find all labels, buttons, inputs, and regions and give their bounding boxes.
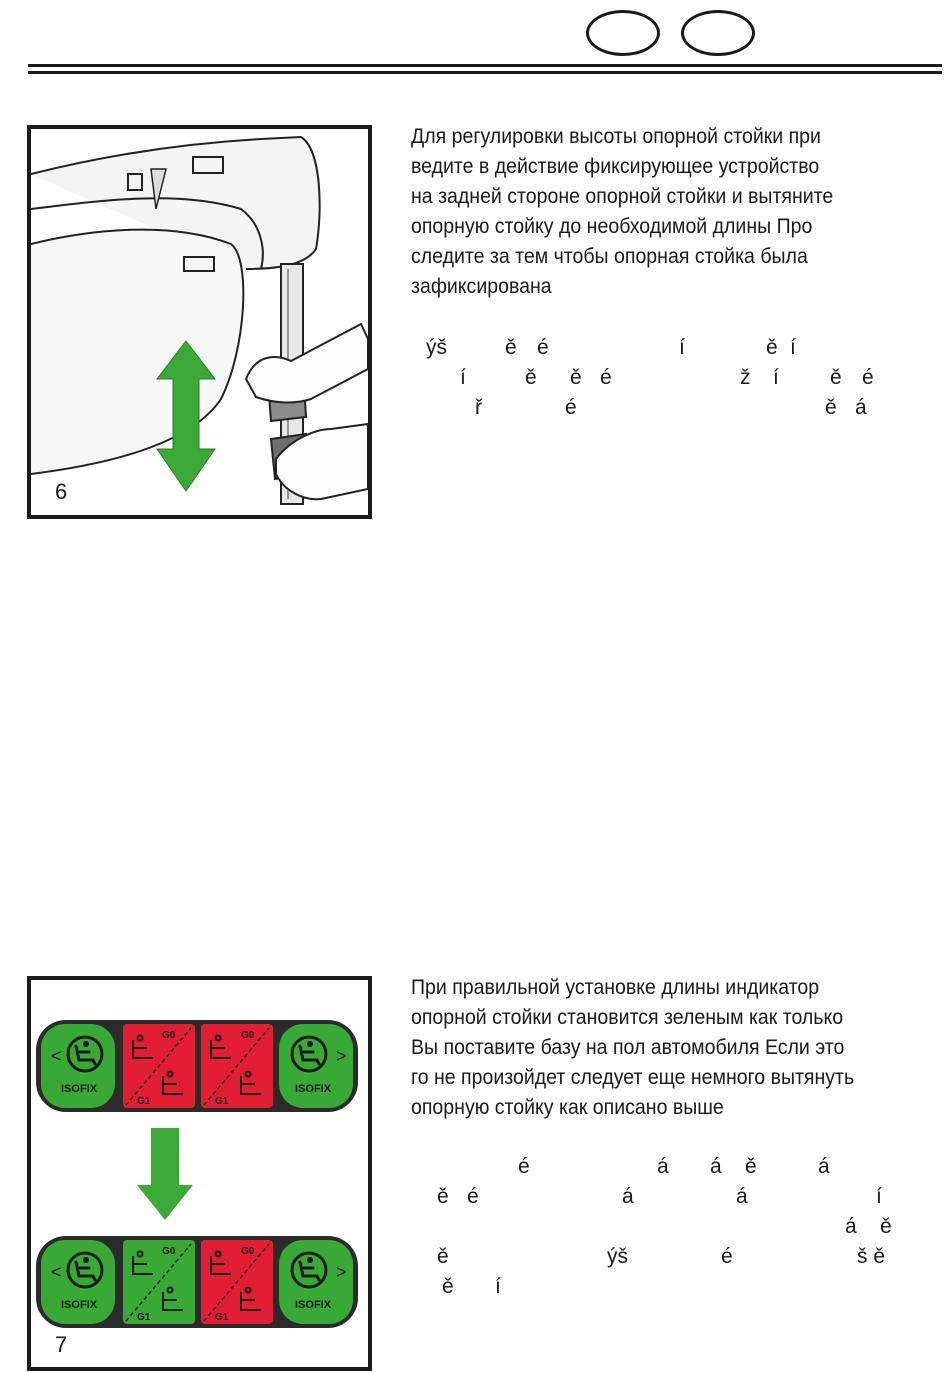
text-line: ведите в действие фиксирующее устройство — [411, 155, 820, 178]
fragment: é — [862, 366, 874, 389]
fragment: á — [845, 1215, 857, 1238]
fragment: ě — [437, 1185, 449, 1208]
fragment: í — [495, 1275, 501, 1298]
fragment: é — [467, 1185, 479, 1208]
fragment: é — [518, 1155, 530, 1178]
isofix-indicator-illustration — [31, 980, 368, 1367]
instruction-text-1 — [411, 122, 909, 302]
isofix-label-top-left: ISOFIX — [61, 1083, 98, 1095]
fragment: ř — [475, 396, 482, 419]
header-rule-bottom — [28, 71, 942, 74]
svg-text:>: > — [336, 1046, 347, 1066]
text-line: го не произойдет следует еще немного вытянуть — [411, 1066, 855, 1089]
svg-text:<: < — [51, 1046, 62, 1066]
text-line: опорную стойку до необходимой длины Про — [411, 215, 813, 238]
language-badge-2 — [681, 10, 755, 56]
text-line: опорную стойку как описано выше — [411, 1096, 724, 1119]
fragment: ýš — [607, 1245, 628, 1268]
fragment: ě — [880, 1215, 892, 1238]
text-line: на задней стороне опорной стойки и вытяните — [411, 185, 834, 208]
text-line: Для регулировки высоты опорной стойки при — [411, 125, 821, 148]
header-rule-top — [28, 64, 942, 67]
fragment: á — [710, 1155, 722, 1178]
fragment: á — [736, 1185, 748, 1208]
fragment: í — [773, 366, 779, 389]
fragment: ě — [437, 1245, 449, 1268]
indicator-panel-top — [36, 1020, 358, 1112]
fragment: ě — [442, 1275, 454, 1298]
fragment: í — [876, 1185, 882, 1208]
fragment: ě — [570, 366, 582, 389]
isofix-label-bottom-left: ISOFIX — [61, 1299, 98, 1311]
text-line: При правильной установке длины индикатор — [411, 976, 820, 999]
instruction-text-2 — [411, 973, 909, 1123]
fragment: é — [721, 1245, 733, 1268]
fragment: ě — [830, 366, 842, 389]
g0-label-top-1: G0 — [162, 1030, 176, 1041]
fragment: á — [855, 396, 867, 419]
fragment: á — [622, 1185, 634, 1208]
fragment: é — [565, 396, 577, 419]
fragment: á — [818, 1155, 830, 1178]
figure-7 — [27, 976, 372, 1371]
fragment: í — [460, 366, 466, 389]
fragment: í — [790, 336, 796, 359]
fragment: ě — [766, 336, 778, 359]
text-line: зафиксирована — [411, 275, 552, 298]
svg-text:<: < — [51, 1262, 62, 1282]
g0-label-top-2: G0 — [241, 1030, 255, 1041]
fragment: ě — [745, 1155, 757, 1178]
fragment: í — [679, 336, 685, 359]
language-badge-1 — [586, 10, 660, 56]
text-line: следите за тем чтобы опорная стойка была — [411, 245, 808, 268]
text-line: опорной стойки становится зеленым как только — [411, 1006, 844, 1029]
figure-number-7: 7 — [55, 1332, 68, 1357]
fragment: é — [600, 366, 612, 389]
fragment: á — [657, 1155, 669, 1178]
isofix-label-bottom-right: ISOFIX — [295, 1299, 332, 1311]
indicator-panel-bottom — [36, 1236, 358, 1328]
text-line: Вы поставите базу на пол автомобиля Если это — [411, 1036, 845, 1059]
fragment: é — [537, 336, 549, 359]
fragment: š ě — [857, 1245, 886, 1268]
g0-label-bottom-2: G0 — [241, 1246, 255, 1257]
g1-label-bottom-2: G1 — [215, 1312, 229, 1323]
g1-label-bottom-1: G1 — [137, 1312, 151, 1323]
g0-label-bottom-1: G0 — [162, 1246, 176, 1257]
fragment: ě — [505, 336, 517, 359]
g1-label-top-2: G1 — [215, 1096, 229, 1107]
figure-6 — [27, 125, 372, 519]
figure-number-6: 6 — [55, 479, 68, 504]
fragment: ě — [525, 366, 537, 389]
fragment: ě — [825, 396, 837, 419]
fragment: ýš — [426, 336, 447, 359]
fragment: ž — [740, 366, 751, 389]
down-arrow-icon — [137, 1128, 193, 1220]
isofix-label-top-right: ISOFIX — [295, 1083, 332, 1095]
support-leg-illustration — [31, 129, 368, 515]
svg-text:>: > — [336, 1262, 347, 1282]
g1-label-top-1: G1 — [137, 1096, 151, 1107]
